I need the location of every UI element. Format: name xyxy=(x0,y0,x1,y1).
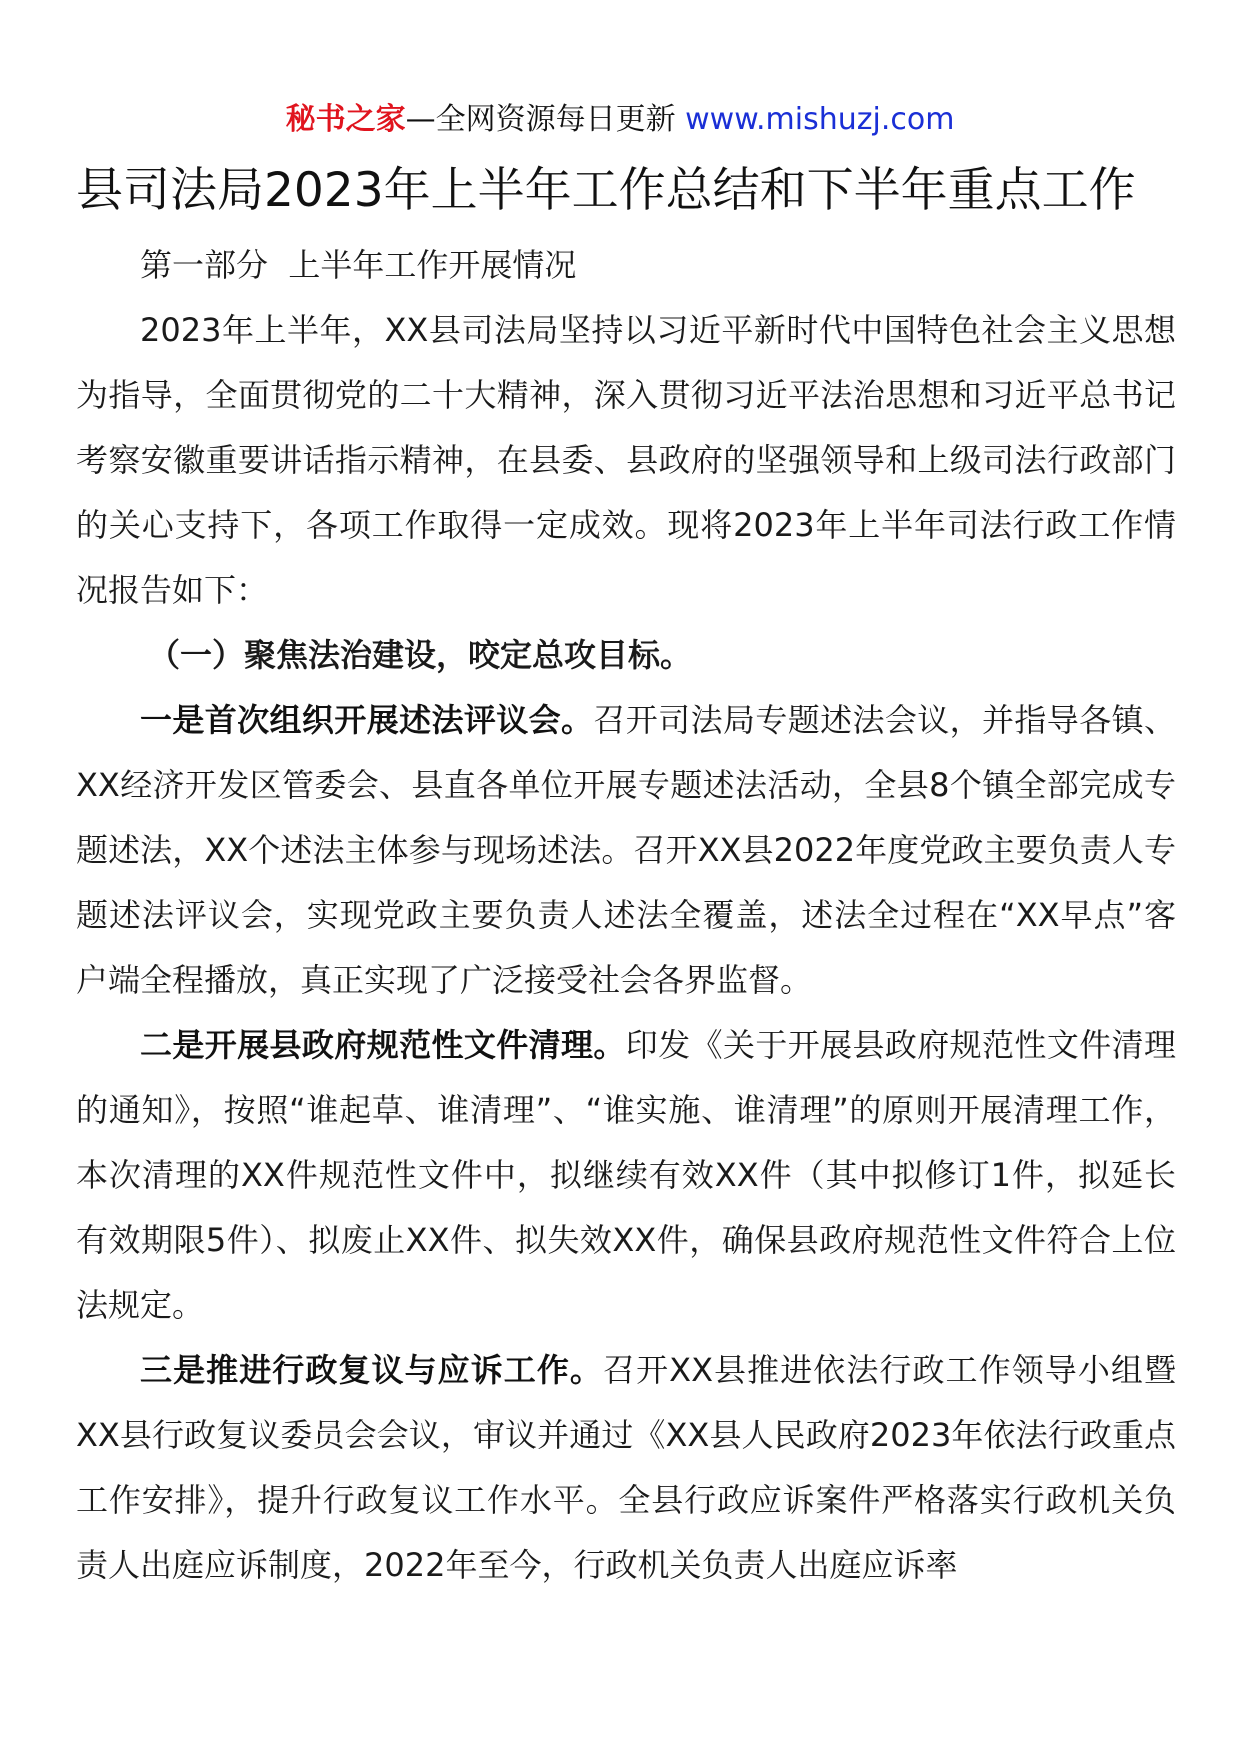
site-url[interactable]: www.mishuzj.com xyxy=(685,102,955,137)
paragraph-item-1 xyxy=(76,688,1176,1013)
section-heading: 第一部分 上半年工作开展情况 xyxy=(140,246,577,284)
subsection-heading: （一）聚焦法治建设，咬定总攻目标。 xyxy=(148,636,693,674)
site-header xyxy=(0,100,1240,140)
item-1-lead: 一是首次组织开展述法评议会。 xyxy=(140,701,594,739)
item-2-lead: 二是开展县政府规范性文件清理。 xyxy=(140,1026,626,1064)
item-2-text: 印发《关于开展县政府规范性文件清理的通知》，按照“谁起草、谁清理”、“谁实施、谁清理”的原则开展清理工作，本次清理的XX件规范性文件中，拟继续有效XX件（其中拟修订1件，拟延长有效期限5件）、拟废止XX件、拟失效XX件，确保县政府规范性文件符合上位法规定。 xyxy=(76,1026,1176,1324)
document-body xyxy=(76,233,1176,1598)
paragraph-item-2 xyxy=(76,1013,1176,1338)
item-1-text: 召开司法局专题述法会议，并指导各镇、XX经济开发区管委会、县直各单位开展专题述法活动，全县8个镇全部完成专题述法，XX个述法主体参与现场述法。召开XX县2022年度党政主要负责人专题述法评议会，实现党政主要负责人述法全覆盖，述法全过程在“XX早点”客户端全程播放，真正实现了广泛接受社会各界监督。 xyxy=(76,701,1176,999)
item-3-lead: 三是推进行政复议与应诉工作。 xyxy=(140,1351,603,1389)
brand-name: 秘书之家 xyxy=(285,102,406,137)
item-3-text: 召开XX县推进依法行政工作领导小组暨XX县行政复议委员会会议，审议并通过《XX县人民政府2023年依法行政重点工作安排》，提升行政复议工作水平。全县行政应诉案件严格落实行政机关负责人出庭应诉制度，2022年至今，行政机关负责人出庭应诉率 xyxy=(76,1351,1176,1584)
intro-paragraph: 2023年上半年，XX县司法局坚持以习近平新时代中国特色社会主义思想为指导，全面贯彻党的二十大精神，深入贯彻习近平法治思想和习近平总书记考察安徽重要讲话指示精神，在县委、县政府的坚强领导和上级司法行政部门的关心支持下，各项工作取得一定成效。现将2023年上半年司法行政工作情况报告如下： xyxy=(76,311,1176,609)
document-title: 县司法局2023年上半年工作总结和下半年重点工作 xyxy=(76,163,1136,218)
paragraph-item-3 xyxy=(76,1338,1176,1598)
header-tagline: —全网资源每日更新 xyxy=(405,102,686,137)
